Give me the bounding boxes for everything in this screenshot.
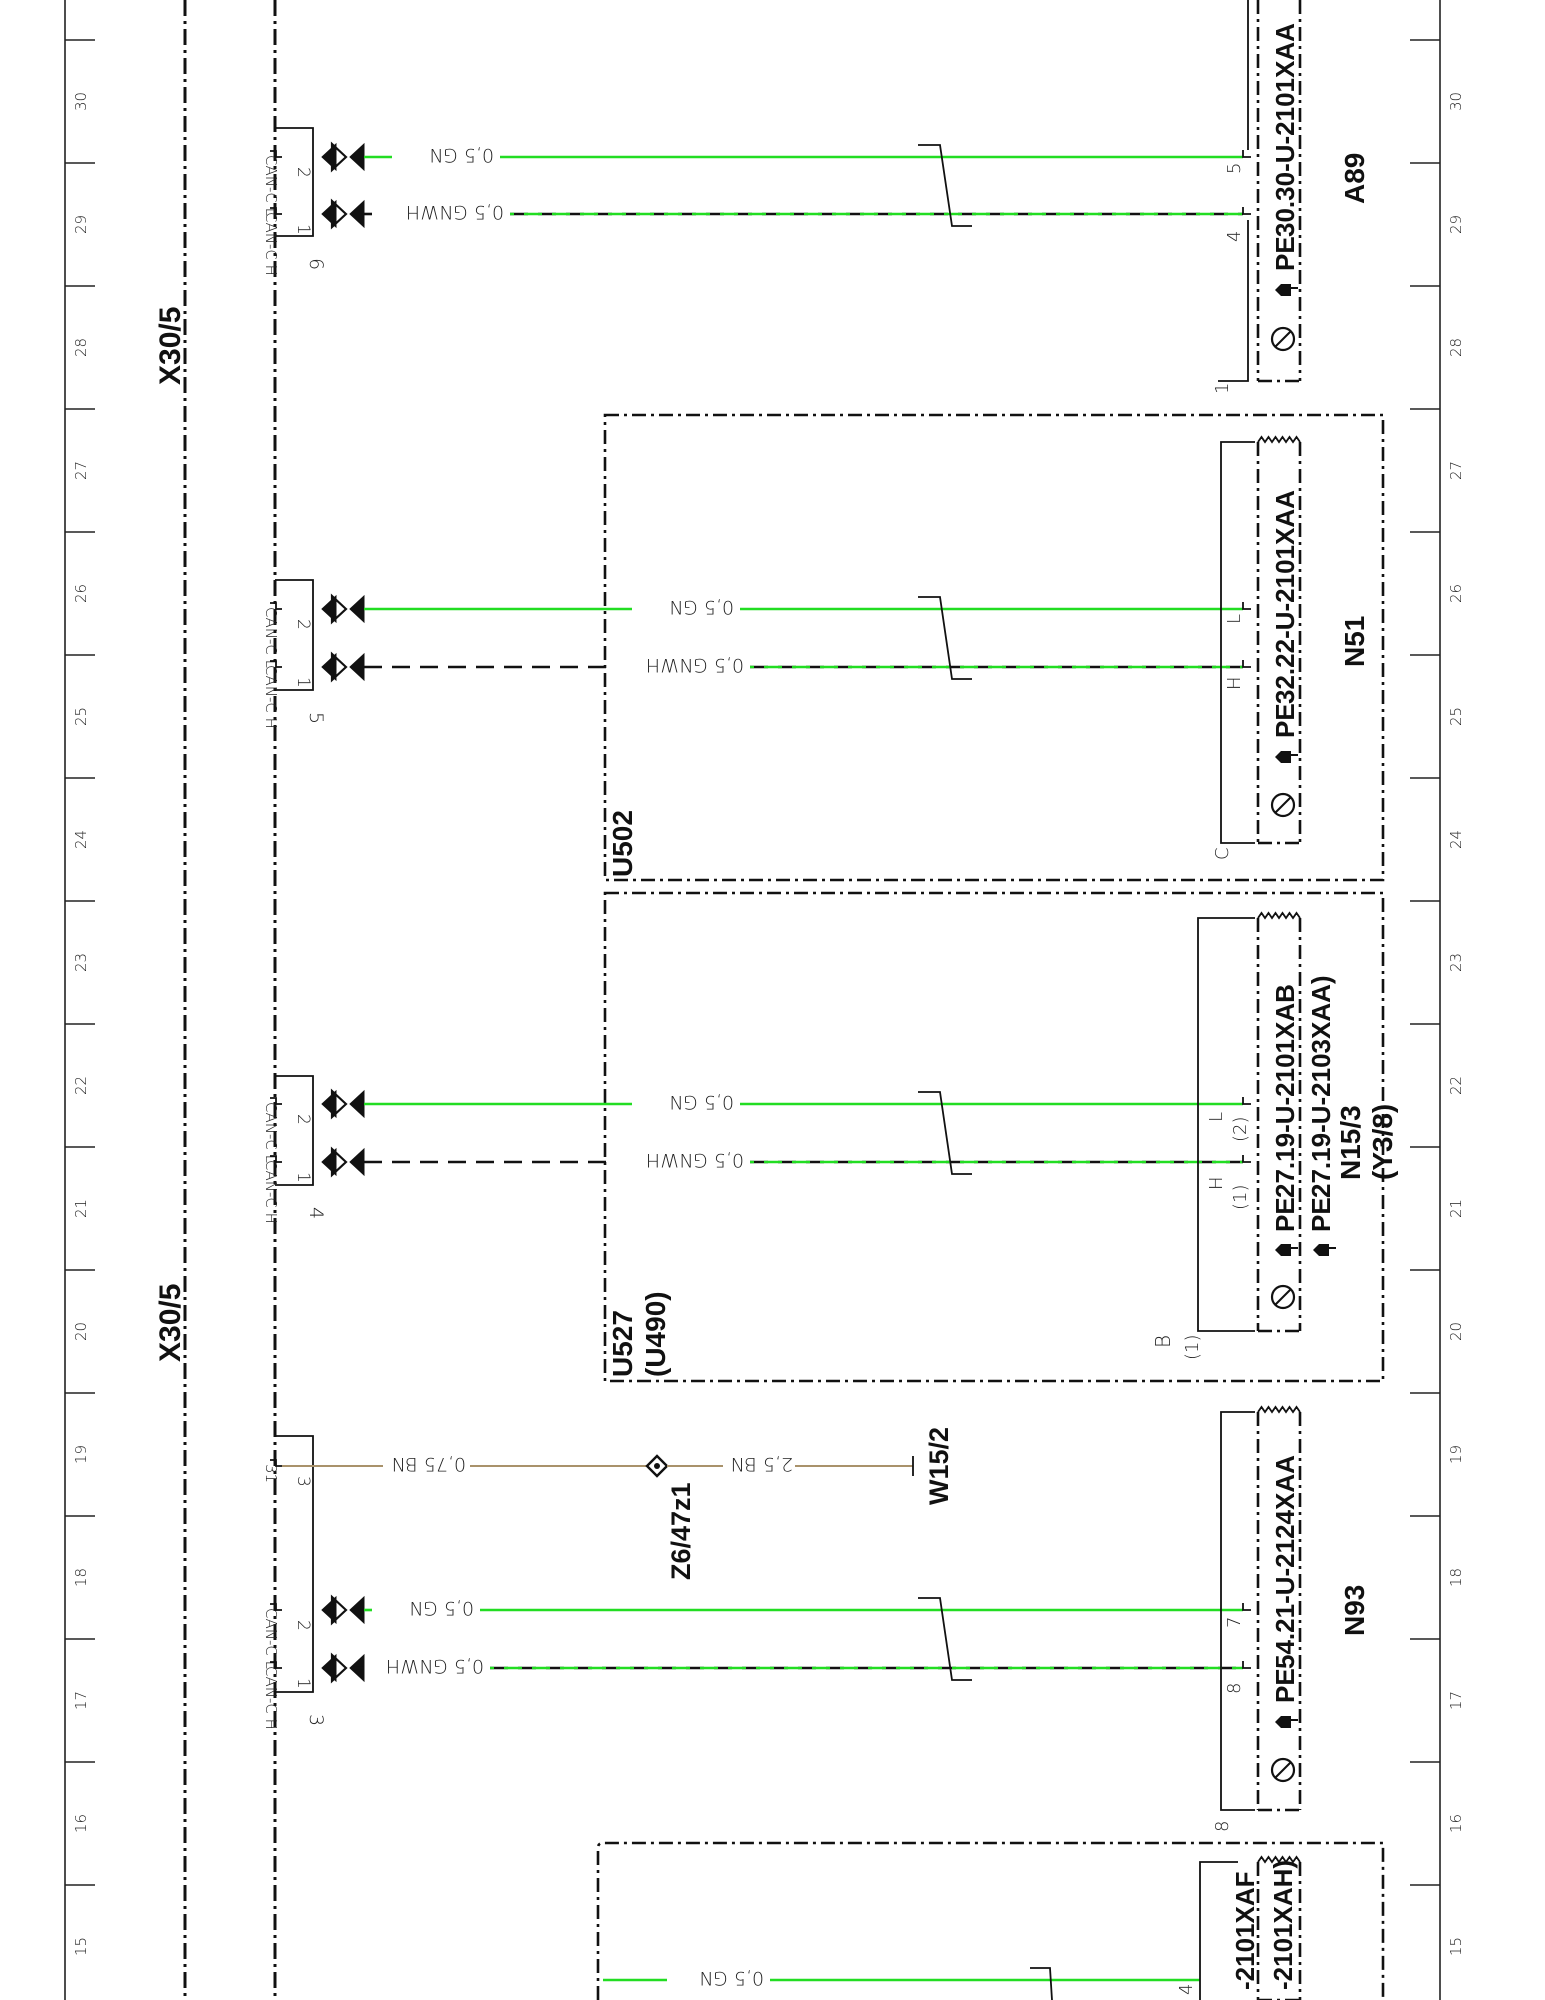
connector-block-number: 3 (305, 1714, 327, 1727)
plug-connector-symbol (322, 201, 364, 227)
wire-end-hook (1243, 1603, 1251, 1610)
ground-circuit (282, 1427, 954, 1580)
partial-alt-ref-label: -2101XAH) (1268, 1859, 1298, 1990)
plug-triangle (322, 1091, 336, 1117)
plug-triangle (322, 1597, 336, 1623)
connector-pin-signal: 31 (262, 1464, 280, 1484)
plug-triangle (322, 1149, 336, 1175)
connector-pin-signal: CAN-C H (262, 1160, 280, 1224)
n93-pin-label: 8 (1224, 1682, 1245, 1694)
a89-ref-label: 30.30-U-2101XAA (1270, 23, 1300, 237)
n51-pin-label: C (1212, 847, 1233, 860)
n15-3-name-label: N15/3 (1335, 1105, 1366, 1180)
wire-label: 0,5 GN (698, 1967, 764, 1989)
connector-pin-number: 2 (293, 1620, 313, 1631)
x30-5-label-bottom: X30/5 (154, 1283, 187, 1362)
a89-name-label: A89 (1339, 152, 1370, 204)
a89-bracket (1218, 0, 1248, 381)
pointing-hand-icon (1275, 1244, 1291, 1256)
transistor-icon-stroke (1275, 1289, 1291, 1305)
connector-block-number: 6 (305, 258, 327, 271)
plug-triangle (322, 201, 336, 227)
a89-pin-label: 5 (1224, 162, 1245, 174)
partial-ref-label: -2101XAF (1230, 1871, 1260, 1990)
n93-pin-label: 8 (1212, 1820, 1233, 1832)
ruler-left (65, 0, 95, 2000)
control-units (1151, 0, 1398, 2000)
connector-pin-number: 1 (293, 677, 313, 688)
ruler-right-label: 19 (1447, 1444, 1465, 1464)
n51-pin-label: H (1224, 676, 1245, 690)
ruler-left-label: 26 (72, 583, 90, 603)
splice-dot (654, 1463, 660, 1469)
ruler-left-label: 21 (72, 1198, 90, 1218)
connector-pin-signal: CAN-C H (262, 665, 280, 729)
n93-pin-label: 7 (1224, 1616, 1245, 1628)
ruler-left-label: 15 (72, 1936, 90, 1956)
ruler-left-label: 28 (72, 337, 90, 357)
ruler-left-label: 25 (72, 706, 90, 726)
connector-block-number: 5 (305, 712, 327, 725)
a89-pin-label: 1 (1212, 382, 1233, 394)
wire-label: 0,5 GNWH (645, 1149, 744, 1171)
plug-connector-symbol (322, 1149, 364, 1175)
n15-3-pe-label: PE (1270, 1197, 1300, 1232)
plug-triangle (322, 144, 336, 170)
box-u527-label: U527 (607, 1310, 638, 1377)
wire-label: 0,5 GN (668, 596, 734, 618)
connector-block-number: 4 (305, 1207, 327, 1220)
ruler-left-label: 29 (72, 214, 90, 234)
plug-triangle (322, 654, 336, 680)
ruler-right-label: 28 (1447, 337, 1465, 357)
partial-pin-label: 4 (1176, 1983, 1197, 1995)
ruler-right-label: 18 (1447, 1567, 1465, 1587)
unit-zigzag-top (1258, 1407, 1300, 1412)
plug-triangle-right (350, 1091, 364, 1117)
wire-end-hook (1243, 1155, 1251, 1162)
connector-pin-number: 1 (293, 1678, 313, 1689)
n51-pin-label: L (1224, 613, 1245, 624)
plug-triangle-right (350, 144, 364, 170)
transistor-icon-stroke (1275, 797, 1291, 813)
wires (322, 144, 1251, 2000)
a89-pin-label: 4 (1224, 230, 1245, 242)
plug-connector-symbol (322, 596, 364, 622)
wire-end-hook (1243, 1097, 1251, 1104)
n51-ref-label: 32.22-U-2101XAA (1270, 490, 1300, 704)
unit-zigzag-top (1258, 437, 1300, 442)
ruler-right-label: 27 (1447, 460, 1465, 480)
ruler-right-label: 25 (1447, 706, 1465, 726)
ruler-right-label: 26 (1447, 583, 1465, 603)
connector-pin-signal: CAN-C L (262, 1608, 280, 1669)
n15-3-ref-label: 27.19-U-2101XAB (1270, 984, 1300, 1198)
transistor-icon-stroke (1275, 331, 1291, 347)
n15-3-pin-label: (1) (1182, 1334, 1203, 1360)
ruler-left-label: 17 (72, 1690, 90, 1710)
ruler-right-label: 15 (1447, 1936, 1465, 1956)
plug-triangle-right (350, 1149, 364, 1175)
ruler-right-label: 29 (1447, 214, 1465, 234)
wire-label: 0,5 GN (428, 144, 494, 166)
plug-connector-symbol (322, 1597, 364, 1623)
ruler-left-label: 27 (72, 460, 90, 480)
plug-connector-symbol (322, 144, 364, 170)
ruler-right-label: 20 (1447, 1321, 1465, 1341)
ruler-right-label: 17 (1447, 1690, 1465, 1710)
ruler-left-label: 18 (72, 1567, 90, 1587)
n15-3-pin-label: (1) (1230, 1184, 1251, 1210)
connector-pin-number: 2 (293, 619, 313, 630)
connector-pin-signal: CAN-C L (262, 155, 280, 216)
pointing-hand-icon (1275, 751, 1291, 763)
wire-label: 0,5 GN (408, 1597, 474, 1619)
connector-pin-number: 1 (293, 1172, 313, 1183)
wire-label: 0,5 GNWH (645, 654, 744, 676)
ruler-left-label: 20 (72, 1321, 90, 1341)
pointing-hand-icon (1275, 284, 1291, 296)
n15-3-pin-label: L (1206, 1111, 1227, 1122)
connector-pin-signal: CAN-C H (262, 212, 280, 276)
pointing-hand-icon (1275, 1716, 1291, 1728)
connector-pin-number: 3 (293, 1476, 313, 1487)
pointing-hand-icon (1313, 1244, 1329, 1256)
connector-pin-signal: CAN-C H (262, 1666, 280, 1730)
plug-triangle-right (350, 1597, 364, 1623)
n15-3-pe-label-alt: PE (1306, 1197, 1336, 1232)
plug-triangle-right (350, 654, 364, 680)
box-u502 (605, 415, 1383, 880)
ruler-right (1410, 0, 1465, 2000)
wire-label: 2,5 BN (730, 1453, 793, 1475)
n93-ref-label: 54.21-U-2124XAA (1270, 1455, 1300, 1669)
wire-end-hook (1243, 602, 1251, 609)
wire-end-hook (1243, 1661, 1251, 1668)
n15-3-pin-label: B (1151, 1334, 1175, 1348)
plug-triangle-right (350, 596, 364, 622)
n93-pe-label: PE (1270, 1668, 1300, 1703)
transistor-icon-stroke (1275, 1762, 1291, 1778)
wire-label: 0,5 GNWH (405, 201, 504, 223)
splice-label: Z6/47z1 (666, 1482, 696, 1580)
n93-name-label: N93 (1339, 1584, 1370, 1636)
plug-triangle-right (350, 201, 364, 227)
ruler-left-label: 22 (72, 1075, 90, 1095)
n15-3-pin-label: H (1206, 1176, 1227, 1190)
ruler-right-label: 23 (1447, 952, 1465, 972)
box-u527 (605, 893, 1383, 1381)
wire-label: 0,5 GNWH (385, 1655, 484, 1677)
ruler-left-label: 16 (72, 1813, 90, 1833)
ruler-right-label: 30 (1447, 91, 1465, 111)
plug-triangle (322, 596, 336, 622)
ground-point-label: W15/2 (924, 1426, 954, 1505)
wire-label: 0,75 BN (391, 1453, 466, 1475)
n15-3-pin-label: (2) (1230, 1116, 1251, 1142)
n51-bracket (1221, 442, 1255, 843)
wire-label: 0,5 GN (668, 1091, 734, 1113)
x30-5-label-top: X30/5 (154, 306, 187, 385)
plug-triangle (322, 1655, 336, 1681)
box-u502-label: U502 (607, 810, 638, 877)
ruler-left-label: 24 (72, 829, 90, 849)
wire-end-hook (1243, 660, 1251, 667)
ruler-right-label: 16 (1447, 1813, 1465, 1833)
connector-pin-signal: CAN-C L (262, 1102, 280, 1163)
ruler-right-label: 22 (1447, 1075, 1465, 1095)
ruler-left-label: 23 (72, 952, 90, 972)
connector-blocks (262, 128, 327, 1730)
ruler-right-label: 24 (1447, 829, 1465, 849)
n15-3-alt-name-label: (Y3/8) (1367, 1103, 1398, 1180)
unit-zigzag-top (1258, 913, 1300, 918)
a89-pe-label: PE (1270, 236, 1300, 271)
n15-3-alt-ref-label: 27.19-U-2103XAA) (1306, 975, 1336, 1198)
connector-pin-signal: CAN-C L (262, 607, 280, 668)
twisted-pair-mark (1030, 1968, 1052, 2000)
n51-name-label: N51 (1339, 615, 1370, 667)
wire-end-hook (1243, 150, 1251, 157)
wire-end-hook (1243, 207, 1251, 214)
ruler-left-label: 19 (72, 1444, 90, 1464)
connector-pin-number: 2 (293, 1114, 313, 1125)
plug-connector-symbol (322, 654, 364, 680)
ruler-left-label: 30 (72, 91, 90, 111)
plug-connector-symbol (322, 1091, 364, 1117)
connector-pin-number: 1 (293, 224, 313, 235)
box-u490-label: (U490) (640, 1291, 671, 1377)
connector-pin-number: 2 (293, 167, 313, 178)
n51-pe-label: PE (1270, 703, 1300, 738)
ruler-right-label: 21 (1447, 1198, 1465, 1218)
